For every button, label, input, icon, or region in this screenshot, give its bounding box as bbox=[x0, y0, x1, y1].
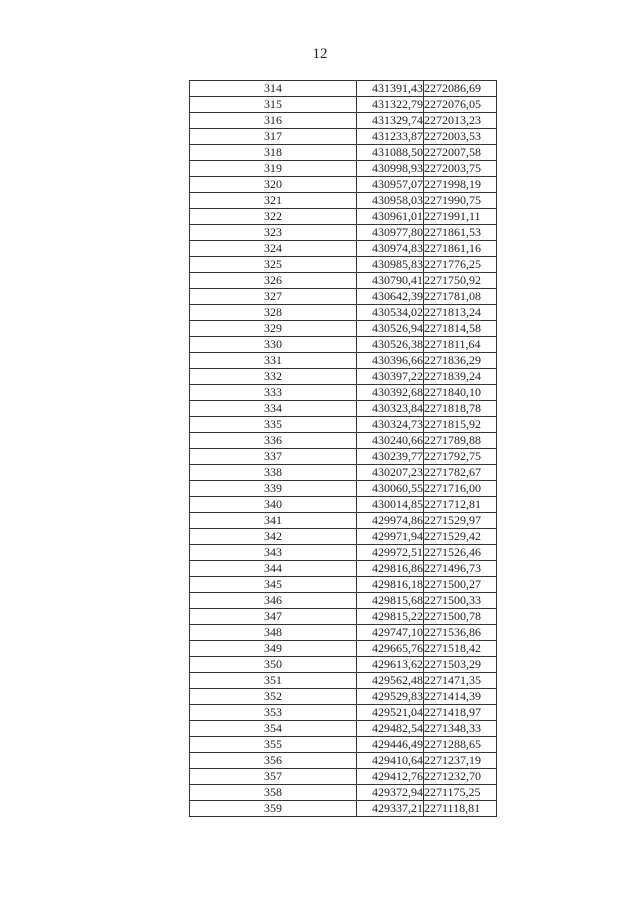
x-coordinate-cell: 430957,07 bbox=[357, 177, 424, 193]
x-coordinate-cell: 430526,38 bbox=[357, 337, 424, 353]
y-coordinate-cell: 2271712,81 bbox=[424, 497, 497, 513]
point-number-cell: 329 bbox=[190, 321, 357, 337]
y-coordinate-cell: 2272086,69 bbox=[424, 81, 497, 97]
point-number-cell: 332 bbox=[190, 369, 357, 385]
y-coordinate-cell: 2271840,10 bbox=[424, 385, 497, 401]
point-number-cell: 352 bbox=[190, 689, 357, 705]
x-coordinate-cell: 431322,79 bbox=[357, 97, 424, 113]
y-coordinate-cell: 2271471,35 bbox=[424, 673, 497, 689]
table-row bbox=[190, 449, 497, 465]
x-coordinate-cell: 430985,83 bbox=[357, 257, 424, 273]
y-coordinate-cell: 2271716,00 bbox=[424, 481, 497, 497]
point-number-cell: 315 bbox=[190, 97, 357, 113]
x-coordinate-cell: 429337,21 bbox=[357, 801, 424, 817]
y-coordinate-cell: 2271861,53 bbox=[424, 225, 497, 241]
table-row bbox=[190, 401, 497, 417]
table-row bbox=[190, 513, 497, 529]
table-row bbox=[190, 193, 497, 209]
y-coordinate-cell: 2271815,92 bbox=[424, 417, 497, 433]
table-row bbox=[190, 609, 497, 625]
coordinates-table-body bbox=[190, 81, 497, 817]
point-number-cell: 343 bbox=[190, 545, 357, 561]
coordinates-table bbox=[189, 80, 497, 817]
table-row bbox=[190, 673, 497, 689]
table-row bbox=[190, 689, 497, 705]
point-number-cell: 319 bbox=[190, 161, 357, 177]
y-coordinate-cell: 2271500,33 bbox=[424, 593, 497, 609]
y-coordinate-cell: 2271414,39 bbox=[424, 689, 497, 705]
y-coordinate-cell: 2271503,29 bbox=[424, 657, 497, 673]
point-number-cell: 317 bbox=[190, 129, 357, 145]
point-number-cell: 347 bbox=[190, 609, 357, 625]
y-coordinate-cell: 2271839,24 bbox=[424, 369, 497, 385]
table-row bbox=[190, 529, 497, 545]
point-number-cell: 327 bbox=[190, 289, 357, 305]
point-number-cell: 326 bbox=[190, 273, 357, 289]
x-coordinate-cell: 430961,01 bbox=[357, 209, 424, 225]
table-row bbox=[190, 785, 497, 801]
y-coordinate-cell: 2271782,67 bbox=[424, 465, 497, 481]
point-number-cell: 324 bbox=[190, 241, 357, 257]
table-row bbox=[190, 641, 497, 657]
table-row bbox=[190, 321, 497, 337]
table-row bbox=[190, 177, 497, 193]
point-number-cell: 341 bbox=[190, 513, 357, 529]
x-coordinate-cell: 430998,93 bbox=[357, 161, 424, 177]
table-row bbox=[190, 209, 497, 225]
y-coordinate-cell: 2271536,86 bbox=[424, 625, 497, 641]
y-coordinate-cell: 2271998,19 bbox=[424, 177, 497, 193]
x-coordinate-cell: 429815,68 bbox=[357, 593, 424, 609]
point-number-cell: 328 bbox=[190, 305, 357, 321]
point-number-cell: 342 bbox=[190, 529, 357, 545]
table-row bbox=[190, 593, 497, 609]
point-number-cell: 359 bbox=[190, 801, 357, 817]
x-coordinate-cell: 430526,94 bbox=[357, 321, 424, 337]
point-number-cell: 331 bbox=[190, 353, 357, 369]
y-coordinate-cell: 2271418,97 bbox=[424, 705, 497, 721]
point-number-cell: 323 bbox=[190, 225, 357, 241]
y-coordinate-cell: 2271813,24 bbox=[424, 305, 497, 321]
point-number-cell: 325 bbox=[190, 257, 357, 273]
x-coordinate-cell: 431088,50 bbox=[357, 145, 424, 161]
x-coordinate-cell: 429815,22 bbox=[357, 609, 424, 625]
point-number-cell: 340 bbox=[190, 497, 357, 513]
table-row bbox=[190, 561, 497, 577]
table-row bbox=[190, 497, 497, 513]
x-coordinate-cell: 430790,41 bbox=[357, 273, 424, 289]
point-number-cell: 348 bbox=[190, 625, 357, 641]
x-coordinate-cell: 429410,64 bbox=[357, 753, 424, 769]
x-coordinate-cell: 429971,94 bbox=[357, 529, 424, 545]
table-row bbox=[190, 305, 497, 321]
table-row bbox=[190, 721, 497, 737]
x-coordinate-cell: 429372,94 bbox=[357, 785, 424, 801]
x-coordinate-cell: 430324,73 bbox=[357, 417, 424, 433]
table-row bbox=[190, 257, 497, 273]
x-coordinate-cell: 431329,74 bbox=[357, 113, 424, 129]
table-row bbox=[190, 625, 497, 641]
y-coordinate-cell: 2271814,58 bbox=[424, 321, 497, 337]
x-coordinate-cell: 431391,43 bbox=[357, 81, 424, 97]
table-row bbox=[190, 753, 497, 769]
x-coordinate-cell: 430239,77 bbox=[357, 449, 424, 465]
x-coordinate-cell: 429562,48 bbox=[357, 673, 424, 689]
table-row bbox=[190, 113, 497, 129]
x-coordinate-cell: 429747,10 bbox=[357, 625, 424, 641]
y-coordinate-cell: 2272003,75 bbox=[424, 161, 497, 177]
x-coordinate-cell: 431233,87 bbox=[357, 129, 424, 145]
table-row bbox=[190, 97, 497, 113]
x-coordinate-cell: 429665,76 bbox=[357, 641, 424, 657]
point-number-cell: 334 bbox=[190, 401, 357, 417]
y-coordinate-cell: 2272013,23 bbox=[424, 113, 497, 129]
point-number-cell: 318 bbox=[190, 145, 357, 161]
x-coordinate-cell: 430392,68 bbox=[357, 385, 424, 401]
y-coordinate-cell: 2271990,75 bbox=[424, 193, 497, 209]
y-coordinate-cell: 2271518,42 bbox=[424, 641, 497, 657]
x-coordinate-cell: 430014,85 bbox=[357, 497, 424, 513]
y-coordinate-cell: 2271792,75 bbox=[424, 449, 497, 465]
point-number-cell: 316 bbox=[190, 113, 357, 129]
point-number-cell: 314 bbox=[190, 81, 357, 97]
point-number-cell: 349 bbox=[190, 641, 357, 657]
y-coordinate-cell: 2271526,46 bbox=[424, 545, 497, 561]
table-row bbox=[190, 161, 497, 177]
x-coordinate-cell: 430323,84 bbox=[357, 401, 424, 417]
y-coordinate-cell: 2272076,05 bbox=[424, 97, 497, 113]
y-coordinate-cell: 2271750,92 bbox=[424, 273, 497, 289]
point-number-cell: 356 bbox=[190, 753, 357, 769]
y-coordinate-cell: 2271348,33 bbox=[424, 721, 497, 737]
x-coordinate-cell: 430240,66 bbox=[357, 433, 424, 449]
point-number-cell: 320 bbox=[190, 177, 357, 193]
table-row bbox=[190, 385, 497, 401]
y-coordinate-cell: 2271529,42 bbox=[424, 529, 497, 545]
y-coordinate-cell: 2271811,64 bbox=[424, 337, 497, 353]
x-coordinate-cell: 430974,83 bbox=[357, 241, 424, 257]
point-number-cell: 338 bbox=[190, 465, 357, 481]
x-coordinate-cell: 429974,86 bbox=[357, 513, 424, 529]
y-coordinate-cell: 2271776,25 bbox=[424, 257, 497, 273]
table-row bbox=[190, 353, 497, 369]
y-coordinate-cell: 2271991,11 bbox=[424, 209, 497, 225]
table-row bbox=[190, 337, 497, 353]
x-coordinate-cell: 429446,49 bbox=[357, 737, 424, 753]
x-coordinate-cell: 430534,02 bbox=[357, 305, 424, 321]
x-coordinate-cell: 429412,76 bbox=[357, 769, 424, 785]
table-row bbox=[190, 769, 497, 785]
y-coordinate-cell: 2271789,88 bbox=[424, 433, 497, 449]
table-row bbox=[190, 705, 497, 721]
point-number-cell: 333 bbox=[190, 385, 357, 401]
x-coordinate-cell: 430958,03 bbox=[357, 193, 424, 209]
table-row bbox=[190, 657, 497, 673]
point-number-cell: 330 bbox=[190, 337, 357, 353]
point-number-cell: 339 bbox=[190, 481, 357, 497]
y-coordinate-cell: 2271496,73 bbox=[424, 561, 497, 577]
x-coordinate-cell: 429529,83 bbox=[357, 689, 424, 705]
point-number-cell: 344 bbox=[190, 561, 357, 577]
x-coordinate-cell: 430396,66 bbox=[357, 353, 424, 369]
y-coordinate-cell: 2271818,78 bbox=[424, 401, 497, 417]
point-number-cell: 351 bbox=[190, 673, 357, 689]
x-coordinate-cell: 429816,86 bbox=[357, 561, 424, 577]
page-number: 12 bbox=[312, 46, 328, 62]
x-coordinate-cell: 429816,18 bbox=[357, 577, 424, 593]
y-coordinate-cell: 2271836,29 bbox=[424, 353, 497, 369]
y-coordinate-cell: 2271288,65 bbox=[424, 737, 497, 753]
point-number-cell: 335 bbox=[190, 417, 357, 433]
point-number-cell: 354 bbox=[190, 721, 357, 737]
table-row bbox=[190, 737, 497, 753]
point-number-cell: 321 bbox=[190, 193, 357, 209]
table-row bbox=[190, 225, 497, 241]
table-row bbox=[190, 465, 497, 481]
table-row bbox=[190, 289, 497, 305]
point-number-cell: 350 bbox=[190, 657, 357, 673]
x-coordinate-cell: 429521,04 bbox=[357, 705, 424, 721]
table-row bbox=[190, 241, 497, 257]
y-coordinate-cell: 2271861,16 bbox=[424, 241, 497, 257]
point-number-cell: 336 bbox=[190, 433, 357, 449]
y-coordinate-cell: 2271232,70 bbox=[424, 769, 497, 785]
y-coordinate-cell: 2271500,78 bbox=[424, 609, 497, 625]
y-coordinate-cell: 2271237,19 bbox=[424, 753, 497, 769]
y-coordinate-cell: 2271500,27 bbox=[424, 577, 497, 593]
y-coordinate-cell: 2271781,08 bbox=[424, 289, 497, 305]
point-number-cell: 353 bbox=[190, 705, 357, 721]
y-coordinate-cell: 2272007,58 bbox=[424, 145, 497, 161]
point-number-cell: 346 bbox=[190, 593, 357, 609]
table-row bbox=[190, 369, 497, 385]
table-row bbox=[190, 545, 497, 561]
x-coordinate-cell: 430977,80 bbox=[357, 225, 424, 241]
y-coordinate-cell: 2271175,25 bbox=[424, 785, 497, 801]
table-row bbox=[190, 145, 497, 161]
x-coordinate-cell: 430060,55 bbox=[357, 481, 424, 497]
x-coordinate-cell: 429972,51 bbox=[357, 545, 424, 561]
point-number-cell: 358 bbox=[190, 785, 357, 801]
table-row bbox=[190, 417, 497, 433]
x-coordinate-cell: 429482,54 bbox=[357, 721, 424, 737]
point-number-cell: 345 bbox=[190, 577, 357, 593]
table-row bbox=[190, 81, 497, 97]
x-coordinate-cell: 430397,22 bbox=[357, 369, 424, 385]
table-row bbox=[190, 433, 497, 449]
point-number-cell: 355 bbox=[190, 737, 357, 753]
y-coordinate-cell: 2272003,53 bbox=[424, 129, 497, 145]
x-coordinate-cell: 430642,39 bbox=[357, 289, 424, 305]
point-number-cell: 322 bbox=[190, 209, 357, 225]
y-coordinate-cell: 2271529,97 bbox=[424, 513, 497, 529]
y-coordinate-cell: 2271118,81 bbox=[424, 801, 497, 817]
table-row bbox=[190, 577, 497, 593]
table-row bbox=[190, 129, 497, 145]
point-number-cell: 337 bbox=[190, 449, 357, 465]
x-coordinate-cell: 429613,62 bbox=[357, 657, 424, 673]
table-row bbox=[190, 273, 497, 289]
table-row bbox=[190, 481, 497, 497]
point-number-cell: 357 bbox=[190, 769, 357, 785]
table-row bbox=[190, 801, 497, 817]
x-coordinate-cell: 430207,23 bbox=[357, 465, 424, 481]
